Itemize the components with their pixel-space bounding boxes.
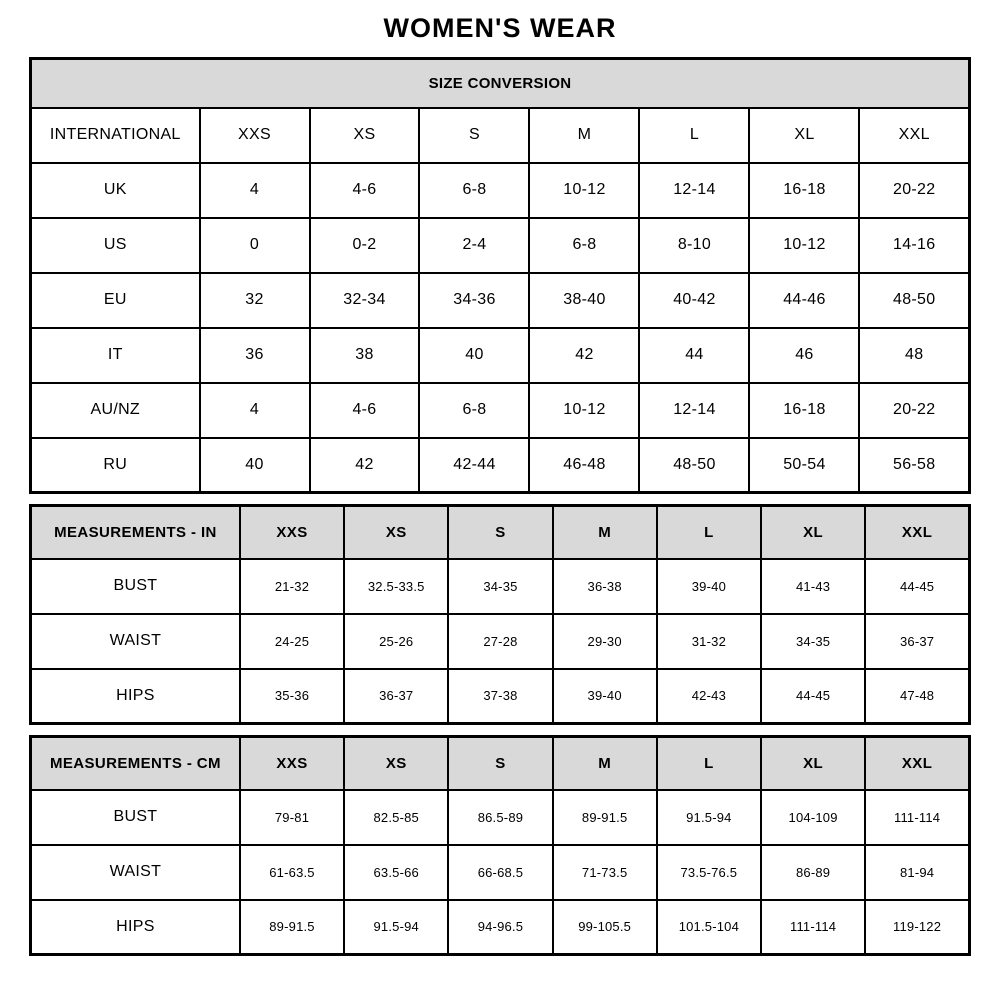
measurement-cell: 24-25 [240, 614, 344, 669]
size-cell: 42-44 [419, 438, 529, 493]
size-col-header-xxs: XXS [240, 506, 344, 559]
row-label: BUST [31, 559, 240, 614]
table-row-hips [31, 669, 970, 724]
size-cell: 44 [639, 328, 749, 383]
measurement-cell: 36-37 [865, 614, 969, 669]
row-label: RU [31, 438, 200, 493]
table-row-eu [31, 273, 970, 328]
size-conversion-table [29, 57, 971, 494]
size-cell: 34-36 [419, 273, 529, 328]
row-label: EU [31, 273, 200, 328]
measurements-in-table [29, 504, 971, 725]
size-cell: 36 [200, 328, 310, 383]
size-cell: 48 [859, 328, 969, 383]
international-header: INTERNATIONAL [31, 108, 200, 163]
measurement-cell: 81-94 [865, 845, 969, 900]
size-cell: 6-8 [419, 383, 529, 438]
row-label: AU/NZ [31, 383, 200, 438]
measurement-cell: 35-36 [240, 669, 344, 724]
table-row-us [31, 218, 970, 273]
row-label: IT [31, 328, 200, 383]
size-col-header-l: L [657, 506, 761, 559]
size-cell: 40 [419, 328, 529, 383]
column-header-row [31, 108, 970, 163]
table-row-aunz [31, 383, 970, 438]
size-cell: 10-12 [749, 218, 859, 273]
size-cell: 38-40 [529, 273, 639, 328]
size-col-header-m: M [553, 737, 657, 790]
measurement-cell: 91.5-94 [657, 790, 761, 845]
measurements-cm-header: MEASUREMENTS - CM [31, 737, 240, 790]
size-cell: 10-12 [529, 163, 639, 218]
measurement-cell: 29-30 [553, 614, 657, 669]
size-col-header-l: L [639, 108, 749, 163]
size-col-header-xxs: XXS [240, 737, 344, 790]
measurement-cell: 47-48 [865, 669, 969, 724]
measurement-cell: 41-43 [761, 559, 865, 614]
size-cell: 6-8 [529, 218, 639, 273]
measurement-cell: 61-63.5 [240, 845, 344, 900]
measurement-cell: 25-26 [344, 614, 448, 669]
measurement-cell: 44-45 [761, 669, 865, 724]
measurement-cell: 66-68.5 [448, 845, 552, 900]
size-cell: 4-6 [310, 383, 420, 438]
size-cell: 2-4 [419, 218, 529, 273]
measurement-cell: 42-43 [657, 669, 761, 724]
size-col-header-m: M [529, 108, 639, 163]
row-label: BUST [31, 790, 240, 845]
size-cell: 20-22 [859, 163, 969, 218]
measurements-cm-table [29, 735, 971, 956]
size-cell: 16-18 [749, 383, 859, 438]
size-col-header-l: L [657, 737, 761, 790]
size-cell: 40 [200, 438, 310, 493]
size-cell: 0 [200, 218, 310, 273]
size-cell: 14-16 [859, 218, 969, 273]
table-row-waist [31, 845, 970, 900]
size-col-header-xl: XL [749, 108, 859, 163]
measurement-cell: 111-114 [761, 900, 865, 955]
size-col-header-xs: XS [344, 737, 448, 790]
size-cell: 4 [200, 383, 310, 438]
size-col-header-xxl: XXL [865, 737, 969, 790]
page-title: WOMEN'S WEAR [383, 13, 617, 43]
table-banner-row [31, 59, 970, 108]
size-cell: 8-10 [639, 218, 749, 273]
size-cell: 20-22 [859, 383, 969, 438]
measurement-cell: 89-91.5 [240, 900, 344, 955]
size-cell: 46-48 [529, 438, 639, 493]
size-cell: 42 [529, 328, 639, 383]
table-row-waist [31, 614, 970, 669]
measurements-in-header: MEASUREMENTS - IN [31, 506, 240, 559]
size-col-header-xxl: XXL [865, 506, 969, 559]
measurement-cell: 32.5-33.5 [344, 559, 448, 614]
measurement-cell: 89-91.5 [553, 790, 657, 845]
size-cell: 56-58 [859, 438, 969, 493]
size-cell: 16-18 [749, 163, 859, 218]
size-col-header-xl: XL [761, 506, 865, 559]
measurement-cell: 31-32 [657, 614, 761, 669]
measurement-cell: 36-38 [553, 559, 657, 614]
size-cell: 42 [310, 438, 420, 493]
measurement-cell: 82.5-85 [344, 790, 448, 845]
measurement-cell: 34-35 [761, 614, 865, 669]
measurement-cell: 111-114 [865, 790, 969, 845]
size-cell: 44-46 [749, 273, 859, 328]
size-col-header-xl: XL [761, 737, 865, 790]
size-cell: 32-34 [310, 273, 420, 328]
size-col-header-xs: XS [344, 506, 448, 559]
size-cell: 10-12 [529, 383, 639, 438]
size-col-header-s: S [448, 506, 552, 559]
size-conversion-header: SIZE CONVERSION [31, 59, 970, 108]
size-cell: 50-54 [749, 438, 859, 493]
measurement-cell: 39-40 [553, 669, 657, 724]
size-cell: 32 [200, 273, 310, 328]
size-col-header-xxl: XXL [859, 108, 969, 163]
measurement-cell: 73.5-76.5 [657, 845, 761, 900]
size-col-header-xxs: XXS [200, 108, 310, 163]
table-row-hips [31, 900, 970, 955]
measurement-cell: 101.5-104 [657, 900, 761, 955]
size-col-header-s: S [419, 108, 529, 163]
row-label: WAIST [31, 614, 240, 669]
size-cell: 6-8 [419, 163, 529, 218]
table-row-bust [31, 559, 970, 614]
size-cell: 0-2 [310, 218, 420, 273]
measurement-cell: 27-28 [448, 614, 552, 669]
size-cell: 46 [749, 328, 859, 383]
column-header-row [31, 737, 970, 790]
measurement-cell: 79-81 [240, 790, 344, 845]
size-cell: 40-42 [639, 273, 749, 328]
table-row-ru [31, 438, 970, 493]
measurement-cell: 39-40 [657, 559, 761, 614]
table-row-uk [31, 163, 970, 218]
measurement-cell: 71-73.5 [553, 845, 657, 900]
size-col-header-xs: XS [310, 108, 420, 163]
measurement-cell: 34-35 [448, 559, 552, 614]
table-row-it [31, 328, 970, 383]
column-header-row [31, 506, 970, 559]
measurement-cell: 94-96.5 [448, 900, 552, 955]
size-cell: 48-50 [859, 273, 969, 328]
measurement-cell: 104-109 [761, 790, 865, 845]
row-label: WAIST [31, 845, 240, 900]
row-label: HIPS [31, 900, 240, 955]
size-cell: 38 [310, 328, 420, 383]
row-label: HIPS [31, 669, 240, 724]
row-label: UK [31, 163, 200, 218]
row-label: US [31, 218, 200, 273]
measurement-cell: 99-105.5 [553, 900, 657, 955]
size-cell: 4 [200, 163, 310, 218]
measurement-cell: 63.5-66 [344, 845, 448, 900]
size-col-header-s: S [448, 737, 552, 790]
size-cell: 12-14 [639, 163, 749, 218]
measurement-cell: 86.5-89 [448, 790, 552, 845]
size-cell: 48-50 [639, 438, 749, 493]
size-chart-page [29, 0, 971, 956]
measurement-cell: 37-38 [448, 669, 552, 724]
measurement-cell: 91.5-94 [344, 900, 448, 955]
table-row-bust [31, 790, 970, 845]
size-col-header-m: M [553, 506, 657, 559]
size-cell: 12-14 [639, 383, 749, 438]
size-cell: 4-6 [310, 163, 420, 218]
measurement-cell: 21-32 [240, 559, 344, 614]
measurement-cell: 86-89 [761, 845, 865, 900]
measurement-cell: 44-45 [865, 559, 969, 614]
measurement-cell: 119-122 [865, 900, 969, 955]
measurement-cell: 36-37 [344, 669, 448, 724]
